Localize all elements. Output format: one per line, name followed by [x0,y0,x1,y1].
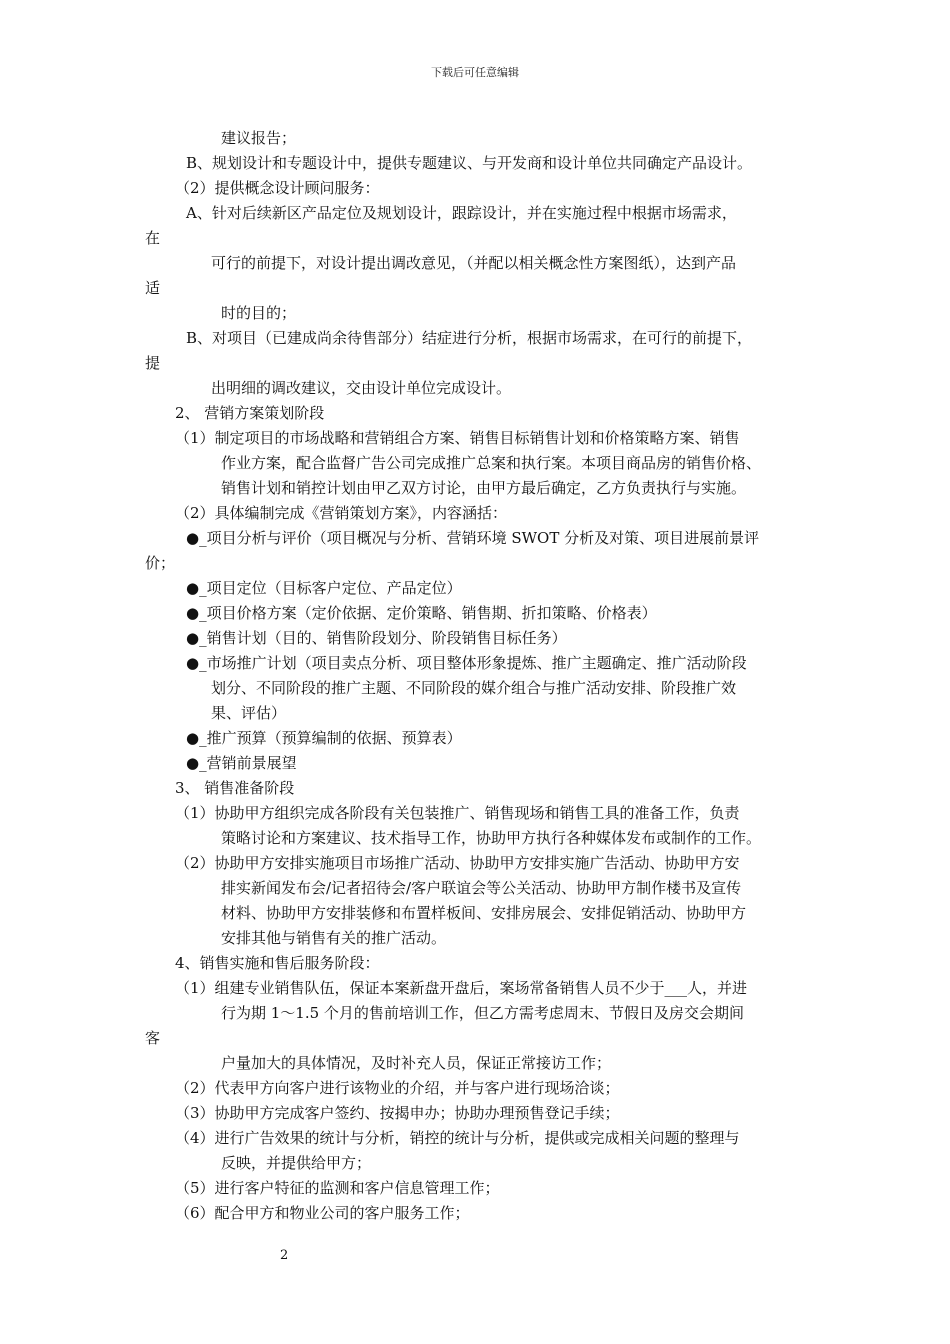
text-line: 客 [145,1029,161,1047]
text-line: 销售计划和销控计划由甲乙双方讨论，由甲方最后确定，乙方负责执行与实施。 [221,479,747,497]
text-line: （4）进行广告效果的统计与分析，销控的统计与分析，提供或完成相关问题的整理与 [175,1129,740,1147]
text-line: 户量加大的具体情况，及时补充人员，保证正常接访工作； [221,1054,612,1072]
text-line: A、针对后续新区产品定位及规划设计，跟踪设计，并在实施过程中根据市场需求， [186,204,737,222]
bullet-item: ●_市场推广计划（项目卖点分析、项目整体形象提炼、推广主题确定、推广活动阶段 [186,654,747,672]
text-line: 材料、协助甲方安排装修和布置样板间、安排房展会、安排促销活动、协助甲方 [221,904,747,922]
section-heading: 4、销售实施和售后服务阶段： [175,954,380,972]
text-line: （6）配合甲方和物业公司的客户服务工作； [175,1204,470,1222]
text-line: （3）协助甲方完成客户签约、按揭申办；协助办理预售登记手续； [175,1104,620,1122]
bullet-item: ●_销售计划（目的、销售阶段划分、阶段销售目标任务） [186,629,567,647]
text-line: 行为期 1～1.5 个月的售前培训工作，但乙方需考虑周末、节假日及房交会期间 [221,1004,744,1022]
text-line: 划分、不同阶段的推广主题、不同阶段的媒介组合与推广活动安排、阶段推广效 [211,679,737,697]
text-line: 果、评估） [211,704,287,722]
text-line: 建议报告； [221,129,297,147]
text-line: （1）协助甲方组织完成各阶段有关包装推广、销售现场和销售工具的准备工作，负责 [175,804,740,822]
bullet-item: ●_推广预算（预算编制的依据、预算表） [186,729,462,747]
text-line: 策略讨论和方案建议、技术指导工作，协助甲方执行各种媒体发布或制作的工作。 [221,829,762,847]
text-line: （2）提供概念设计顾问服务： [175,179,380,197]
text-line: 反映，并提供给甲方； [221,1154,372,1172]
text-line: （2）代表甲方向客户进行该物业的介绍，并与客户进行现场洽谈； [175,1079,620,1097]
text-line: 作业方案，配合监督广告公司完成推广总案和执行案。本项目商品房的销售价格、 [221,454,762,472]
bullet-item: ●_项目价格方案（定价依据、定价策略、销售期、折扣策略、价格表） [186,604,657,622]
text-line: 时的目的； [221,304,297,322]
bullet-item: ●_项目分析与评价（项目概况与分析、营销环境 SWOT 分析及对策、项目进展前景评 [186,529,760,547]
text-line: 适 [145,279,161,297]
bullet-item: ●_营销前景展望 [186,754,297,772]
text-line: B、规划设计和专题设计中，提供专题建议、与开发商和设计单位共同确定产品设计。 [186,154,753,172]
text-line: 出明细的调改建议，交由设计单位完成设计。 [211,379,512,397]
text-line: 可行的前提下，对设计提出调改意见，（并配以相关概念性方案图纸），达到产品 [211,254,737,272]
text-line: 在 [145,229,161,247]
text-line: （1）制定项目的市场战略和营销组合方案、销售目标销售计划和价格策略方案、销售 [175,429,740,447]
text-line: 价； [145,554,176,572]
text-line: （2）协助甲方安排实施项目市场推广活动、协助甲方安排实施广告活动、协助甲方安 [175,854,740,872]
text-line: （1）组建专业销售队伍，保证本案新盘开盘后，案场常备销售人员不少于___人，并进 [175,979,748,997]
page-header: 下载后可任意编辑 [431,66,519,79]
bullet-item: ●_项目定位（目标客户定位、产品定位） [186,579,462,597]
text-line: B、对项目（已建成尚余待售部分）结症进行分析，根据市场需求，在可行的前提下， [186,329,753,347]
text-line: （5）进行客户特征的监测和客户信息管理工作； [175,1179,500,1197]
text-line: 排实新闻发布会/记者招待会/客户联谊会等公关活动、协助甲方制作楼书及宣传 [221,879,742,897]
section-heading: 2、 营销方案策划阶段 [175,404,325,422]
text-line: 安排其他与销售有关的推广活动。 [221,929,447,947]
text-line: 提 [145,354,161,372]
text-line: （2）具体编制完成《营销策划方案》，内容涵括： [175,504,508,522]
section-heading: 3、 销售准备阶段 [175,779,295,797]
page-number: 2 [280,1248,289,1263]
